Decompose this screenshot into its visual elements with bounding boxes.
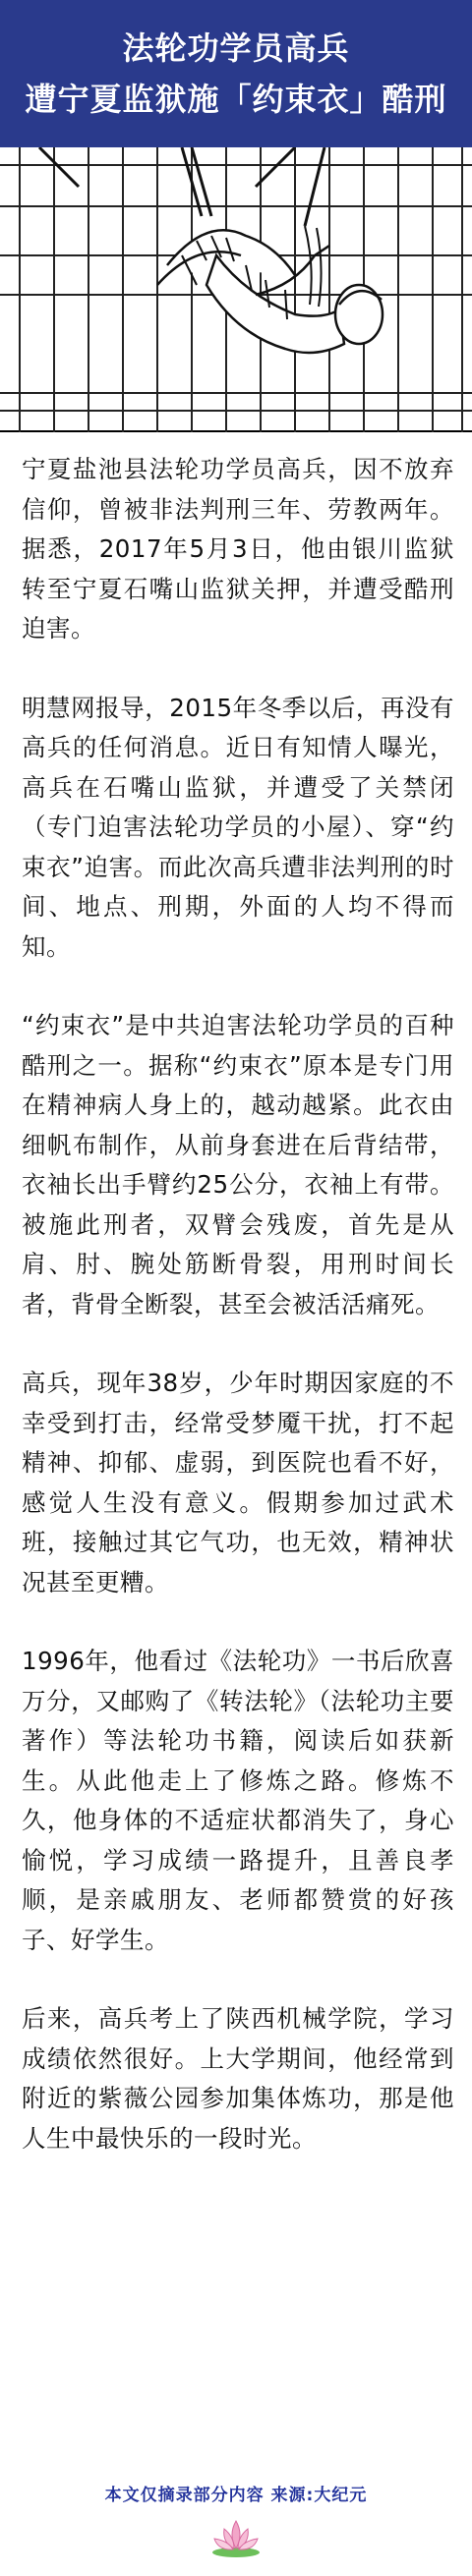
headline-line-1: 法轮功学员高兵 [122,29,350,67]
article-body [22,432,454,2158]
headline-line-2: 遭宁夏监狱施「约束衣」酷刑 [25,81,447,118]
paragraph-5: 1996年，他看过《法轮功》一书后欣喜万分，又邮购了《转法轮》（法轮功主要著作）等法轮功书籍，阅读后如获新生。从此他走上了修炼之路。修炼不久，他身体的不适症状都消失了，身心愉悦，学习成绩一路提升，且善良孝顺，是亲戚朋友、老师都赞赏的好孩子、好学生。 [22,1647,454,1954]
lotus-icon [206,2515,266,2558]
paragraph-6: 后来，高兵考上了陕西机械学院，学习成绩依然很好。上大学期间，他经常到附近的紫薇公园参加集体炼功，那是他人生中最快乐的一段时光。 [22,2004,454,2153]
paragraph-2: 明慧网报导，2015年冬季以后，再没有高兵的任何消息。近日有知情人曝光，高兵在石嘴山监狱，并遭受了关禁闭（专门迫害法轮功学员的小屋）、穿“约束衣”迫害。而此次高兵遭非法判刑的时间、地点、刑期，外面的人均不得而知。 [22,693,454,961]
torture-illustration-icon [0,147,472,432]
torture-illustration [0,147,472,432]
source-note: 本文仅摘录部分内容 来源:大纪元 [104,2486,368,2505]
header-banner [0,0,472,147]
paragraph-3: “约束衣”是中共迫害法轮功学员的百种酷刑之一。据称“约束衣”原本是专门用在精神病人身上的，越动越紧。此衣由细帆布制作，从前身套进在后背结带，衣袖长出手臂约25公分，衣袖上有带。被施此刑者，双臂会残废，首先是从肩、肘、腕处筋断骨裂，用刑时间长者，背骨全断裂，甚至会被活活痛死。 [22,1011,454,1318]
paragraph-1: 宁夏盐池县法轮功学员高兵，因不放弃信仰，曾被非法判刑三年、劳教两年。据悉，2017年5月3日，他由银川监狱转至宁夏石嘴山监狱关押，并遭受酷刑迫害。 [22,455,454,643]
paragraph-4: 高兵，现年38岁，少年时期因家庭的不幸受到打击，经常受梦魇干扰，打不起精神、抑郁、虚弱，到医院也看不好，感觉人生没有意义。假期参加过武术班，接触过其它气功，也无效，精神状况甚至更糟。 [22,1369,454,1596]
